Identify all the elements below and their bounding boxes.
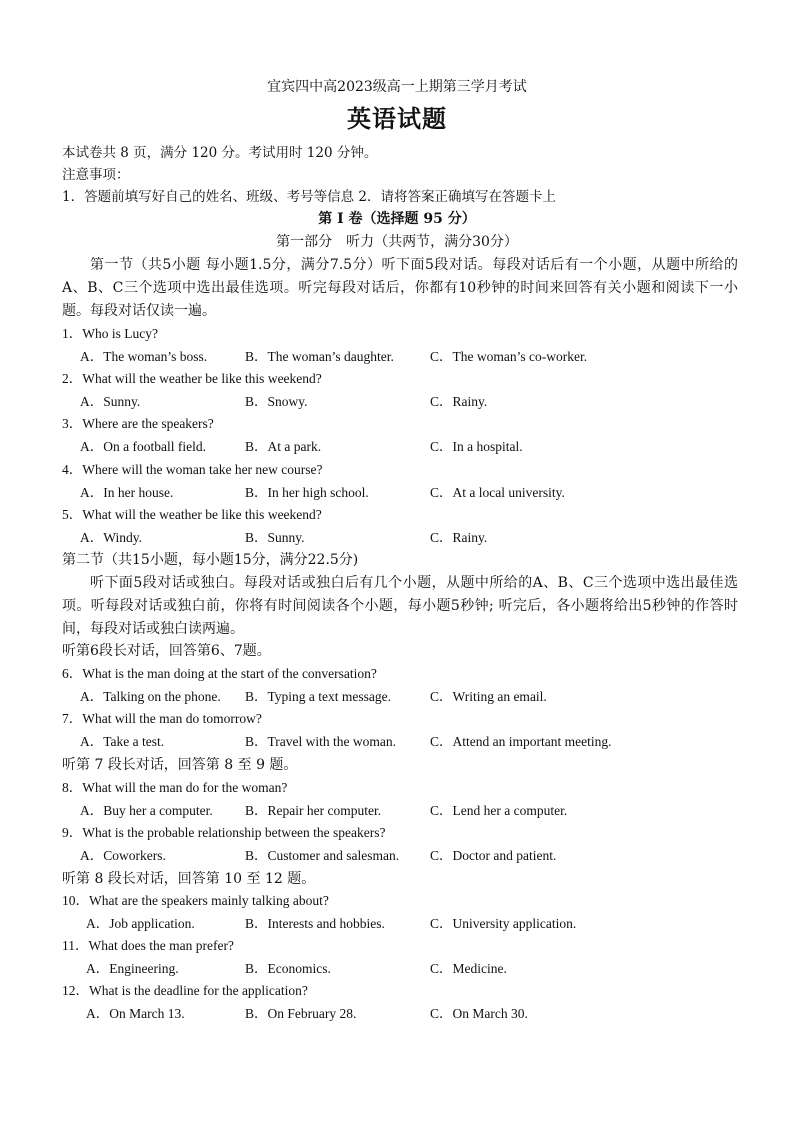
question-stem: 9．What is the probable relationship between the speakers? [62, 825, 386, 840]
option-a: A．Engineering. [86, 961, 179, 976]
dialog-note: 听第 7 段长对话，回答第 8 至 9 题。 [62, 757, 298, 773]
section2-title: 第二节（共15小题，每小题15分，满分22.5分) [62, 552, 359, 568]
option-c: C．At a local university. [430, 485, 565, 500]
option-c: C．Lend her a computer. [430, 803, 568, 818]
question-stem: 12．What is the deadline for the application? [62, 983, 308, 998]
section1-instructions: 第一节（共5小题 每小题1.5分，满分7.5分）听下面5段对话。每段对话后有一个小题，从题中所给的A、B、C三个选项中选出最佳选项。听完每段对话后，你都有10秒钟的时间来回答有关小题和阅读下一小题。每段对话仅读一遍。 [62, 257, 738, 319]
question-stem: 3．Where are the speakers? [62, 416, 214, 431]
option-a: A．Talking on the phone. [80, 689, 221, 704]
option-b: B．Snowy. [245, 394, 308, 409]
option-c: C．Doctor and patient. [430, 848, 557, 863]
option-a: A．Job application. [86, 916, 195, 931]
question-stem: 4．Where will the woman take her new course? [62, 462, 323, 477]
option-b: B．Typing a text message. [245, 689, 392, 704]
option-a: A．Buy her a computer. [80, 803, 213, 818]
volume-title: 第 I 卷（选择题 95 分） [318, 211, 476, 227]
subject-title: 英语试题 [347, 105, 447, 133]
option-b: B．Customer and salesman. [245, 848, 400, 863]
option-b: B．Travel with the woman. [245, 734, 396, 749]
option-a: A．Windy. [80, 530, 142, 545]
exam-info: 本试卷共 8 页，满分 120 分。考试用时 120 分钟。 [62, 145, 378, 161]
notice-label: 注意事项： [62, 167, 130, 183]
option-b: B．Interests and hobbies. [245, 916, 385, 931]
question-stem: 2．What will the weather be like this weekend? [62, 371, 322, 386]
option-b: B．Sunny. [245, 530, 305, 545]
dialog-note: 听第 8 段长对话，回答第 10 至 12 题。 [62, 871, 316, 887]
option-a: A．On a football field. [80, 439, 206, 454]
option-a: A．Coworkers. [80, 848, 166, 863]
question-stem: 11．What does the man prefer? [62, 938, 234, 953]
question-stem: 7．What will the man do tomorrow? [62, 711, 262, 726]
dialog-note: 听第6段长对话，回答第6、7题。 [62, 643, 271, 659]
option-b: B．The woman’s daughter. [245, 349, 394, 364]
option-c: C．The woman’s co-worker. [430, 349, 588, 364]
option-b: B．At a park. [245, 439, 322, 454]
notice-items: 1．答题前填写好自己的姓名、班级、考号等信息 2．请将答案正确填写在答题卡上 [62, 189, 556, 205]
option-c: C．Attend an important meeting. [430, 734, 612, 749]
option-c: C．Writing an email. [430, 689, 547, 704]
school-title: 宜宾四中高2023级高一上期第三学月考试 [267, 79, 527, 95]
option-a: A．Take a test. [80, 734, 165, 749]
option-b: B．On February 28. [245, 1006, 357, 1021]
option-a: A．In her house. [80, 485, 174, 500]
question-stem: 6．What is the man doing at the start of the conversation? [62, 666, 377, 681]
option-c: C．Rainy. [430, 394, 488, 409]
part-title: 第一部分 听力（共两节，满分30分） [276, 234, 518, 250]
section2-instructions: 听下面5段对话或独白。每段对话或独白后有几个小题，从题中所给的A、B、C三个选项中选出最佳选项。听每段对话或独白前，你将有时间阅读各个小题，每小题5秒钟; 听完后，各小题将给出5秒钟的作答时间，每段对话或独白读两遍。 [62, 575, 738, 637]
option-b: B．Economics. [245, 961, 331, 976]
option-a: A．Sunny. [80, 394, 141, 409]
option-c: C．On March 30. [430, 1006, 528, 1021]
option-c: C．University application. [430, 916, 577, 931]
question-stem: 1．Who is Lucy? [62, 326, 158, 341]
option-b: B．Repair her computer. [245, 803, 382, 818]
question-stem: 8．What will the man do for the woman? [62, 780, 288, 795]
question-stem: 5．What will the weather be like this weekend? [62, 507, 322, 522]
option-b: B．In her high school. [245, 485, 369, 500]
option-c: C．Medicine. [430, 961, 507, 976]
option-c: C．Rainy. [430, 530, 488, 545]
option-a: A．On March 13. [86, 1006, 185, 1021]
question-stem: 10．What are the speakers mainly talking about? [62, 893, 329, 908]
option-c: C．In a hospital. [430, 439, 523, 454]
option-a: A．The woman’s boss. [80, 349, 208, 364]
